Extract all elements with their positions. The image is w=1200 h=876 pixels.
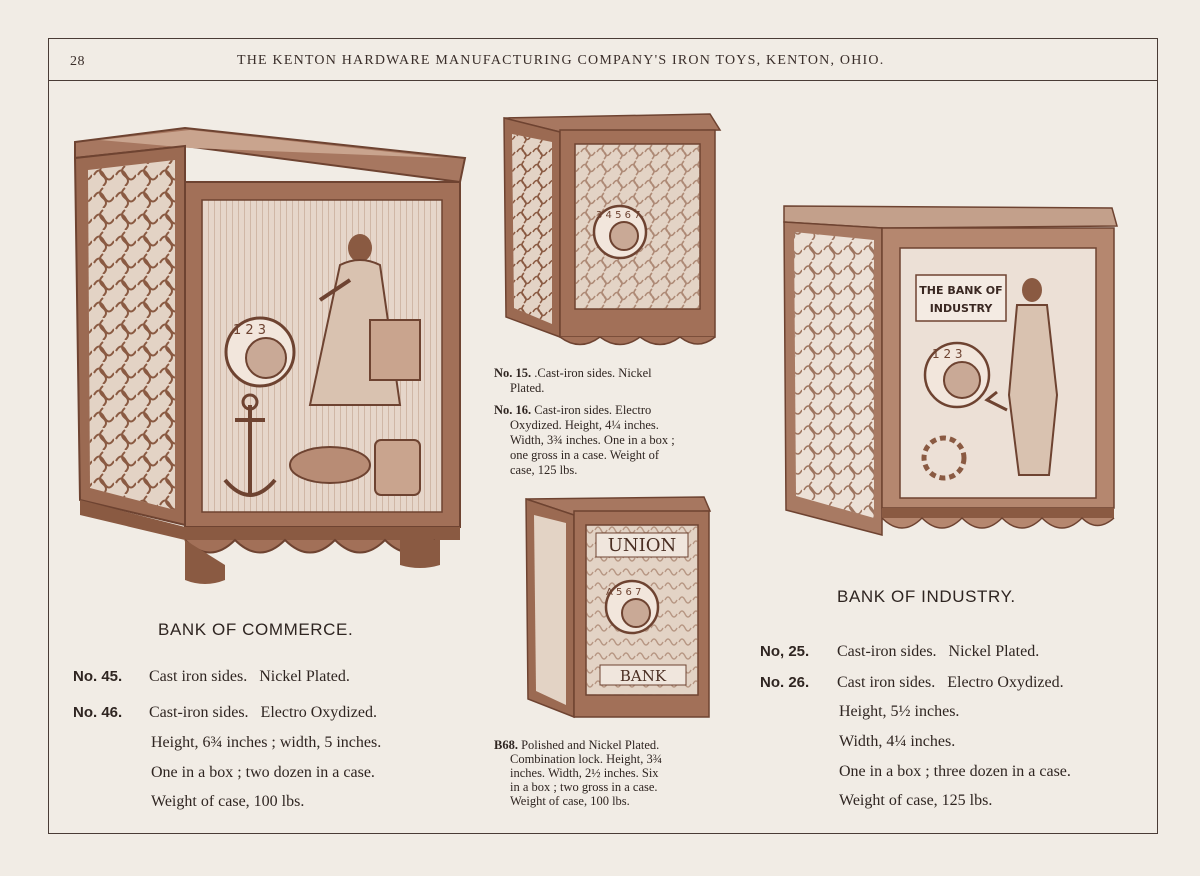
commerce-spec-3: Height, 6¾ inches ; width, 5 inches. xyxy=(151,734,382,751)
commerce-spec-4: One in a box ; two dozen in a case. xyxy=(151,764,375,781)
union-bank-illustration xyxy=(524,495,714,727)
running-head: THE KENTON HARDWARE MANUFACTURING COMPANY'S IRON TOYS, KENTON, OHIO. xyxy=(237,53,885,68)
commerce-spec-2 xyxy=(73,704,377,722)
no16-caption-3: Width, 3¾ inches. One in a box ; xyxy=(510,433,675,447)
bank-of-commerce-illustration xyxy=(70,120,470,595)
union-door-bottom: BANK xyxy=(619,667,667,685)
b68-caption-4: in a box ; two gross in a case. xyxy=(510,780,658,794)
union-dial-digits: A 5 6 7 xyxy=(606,587,642,598)
item-number: B68. xyxy=(494,738,518,752)
spec-text: Cast-iron sides. Nickel Plated. xyxy=(837,643,1040,660)
b68-caption-3: inches. Width, 2½ inches. Six xyxy=(510,766,659,780)
item-number: No. 26. xyxy=(760,674,810,691)
industry-spec-3: Height, 5½ inches. xyxy=(839,703,960,720)
header-rule xyxy=(48,80,1158,81)
no15-caption xyxy=(494,366,652,381)
item-number: No, 25. xyxy=(760,643,810,660)
item-number: No. 45. xyxy=(73,668,123,685)
svg-text:INDUSTRY: INDUSTRY xyxy=(929,302,993,315)
commerce-spec-1 xyxy=(73,668,350,686)
bank-of-industry-illustration xyxy=(782,200,1122,555)
item-number: No. 15. xyxy=(494,366,532,380)
small-safe-dial-digits: 3 4 5 6 7 xyxy=(596,210,641,221)
bank-of-industry-title: BANK OF INDUSTRY. xyxy=(837,587,1016,606)
b68-caption-2: Combination lock. Height, 3¾ xyxy=(510,752,663,766)
page-number: 28 xyxy=(70,54,85,69)
no16-caption-5: case, 125 lbs. xyxy=(510,463,578,477)
industry-spec-1 xyxy=(760,643,1040,661)
commerce-dial-digits: 1 2 3 xyxy=(233,323,267,338)
industry-spec-6: Weight of case, 125 lbs. xyxy=(839,792,993,809)
svg-text:THE BANK OF: THE BANK OF xyxy=(919,284,1003,297)
bank-of-commerce-title: BANK OF COMMERCE. xyxy=(158,620,354,639)
item-number: No. 16. xyxy=(494,403,532,417)
no16-caption xyxy=(494,403,651,418)
industry-spec-5: One in a box ; three dozen in a case. xyxy=(839,763,1071,780)
spec-text: Cast iron sides. Electro Oxydized. xyxy=(837,674,1064,691)
union-door-top: UNION xyxy=(607,535,677,556)
no15-caption-2: Plated. xyxy=(510,381,545,395)
small-safe-illustration xyxy=(500,112,725,352)
spec-text: .Cast-iron sides. Nickel xyxy=(534,366,652,380)
industry-spec-2 xyxy=(760,674,1064,692)
no16-caption-4: one gross in a case. Weight of xyxy=(510,448,660,462)
commerce-spec-5: Weight of case, 100 lbs. xyxy=(151,793,305,810)
no16-caption-2: Oxydized. Height, 4¼ inches. xyxy=(510,418,659,432)
b68-caption xyxy=(494,738,659,753)
spec-text: Cast-iron sides. Electro xyxy=(534,403,652,417)
spec-text: Cast iron sides. Nickel Plated. xyxy=(149,668,350,685)
item-number: No. 46. xyxy=(73,704,123,721)
spec-text: Polished and Nickel Plated. xyxy=(521,738,660,752)
spec-text: Cast-iron sides. Electro Oxydized. xyxy=(149,704,377,721)
industry-dial-digits: 1 2 3 xyxy=(932,347,963,361)
b68-caption-5: Weight of case, 100 lbs. xyxy=(510,794,630,808)
industry-spec-4: Width, 4¼ inches. xyxy=(839,733,956,750)
